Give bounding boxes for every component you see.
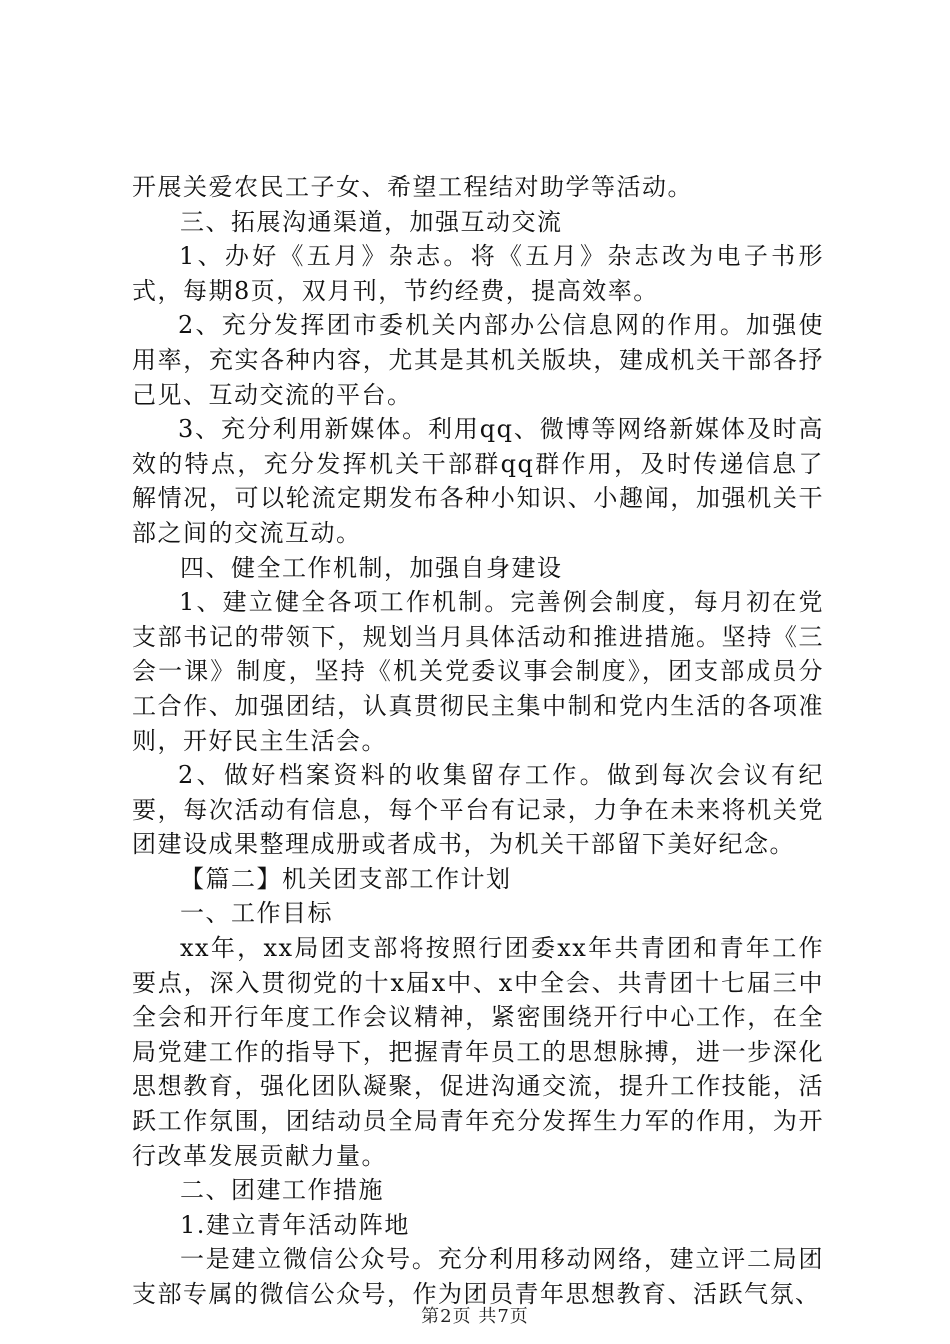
paragraph-item: 1、建立健全各项工作机制。完善例会制度，每月初在党支部书记的带领下，规划当月具体活动和推进措施。坚持《三会一课》制度，坚持《机关党委议事会制度》，团支部成员分工合作、加强团结，认真贯彻民主集中制和党内生活的各项准则，开好民主生活会。 bbox=[132, 588, 824, 755]
paragraph-item: 一是建立微信公众号。充分利用移动网络，建立评二局团支部专属的微信公众号，作为团员青年思想教育、活跃气氛、 bbox=[132, 1245, 824, 1308]
paragraph-item: 1、办好《五月》杂志。将《五月》杂志改为电子书形式，每期8页，双月刊，节约经费，提高效率。 bbox=[132, 242, 824, 305]
paragraph-item: xx年，xx局团支部将按照行团委xx年共青团和青年工作要点，深入贯彻党的十x届x中、x中全会、共青团十七届三中全会和开行年度工作会议精神，紧密围绕开行中心工作，在全局党建工作的指导下，把握青年员工的思想脉搏，进一步深化思想教育，强化团队凝聚，促进沟通交流，提升工作技能，活跃工作氛围，团结动员全局青年充分发挥生力军的作用，为开行改革发展贡献力量。 bbox=[132, 934, 824, 1170]
document-body bbox=[132, 170, 824, 1312]
section-heading-1: 一、工作目标 bbox=[180, 899, 333, 928]
paragraph-continuation: 开展关爱农民工子女、希望工程结对助学等活动。 bbox=[132, 173, 693, 201]
paragraph-item: 2、充分发挥团市委机关内部办公信息网的作用。加强使用率，充实各种内容，尤其是其机关版块，建成机关干部各抒己见、互动交流的平台。 bbox=[132, 311, 824, 409]
subsection-heading: 1.建立青年活动阵地 bbox=[180, 1210, 410, 1239]
paragraph-item: 2、做好档案资料的收集留存工作。做到每次会议有纪要，每次活动有信息，每个平台有记录，力争在未来将机关党团建设成果整理成册或者成书，为机关干部留下美好纪念。 bbox=[132, 761, 824, 859]
section-heading-3: 三、拓展沟通渠道，加强互动交流 bbox=[180, 207, 563, 236]
page-number-footer: 第2页 共7页 bbox=[421, 1306, 529, 1327]
chapter-heading: 【篇二】机关团支部工作计划 bbox=[180, 864, 512, 893]
section-heading-2: 二、团建工作措施 bbox=[180, 1176, 384, 1205]
paragraph-item: 3、充分利用新媒体。利用qq、微博等网络新媒体及时高效的特点，充分发挥机关干部群qq群作用，及时传递信息了解情况，可以轮流定期发布各种小知识、小趣闻，加强机关干部之间的交流互动。 bbox=[132, 415, 824, 547]
section-heading-4: 四、健全工作机制，加强自身建设 bbox=[180, 553, 563, 582]
